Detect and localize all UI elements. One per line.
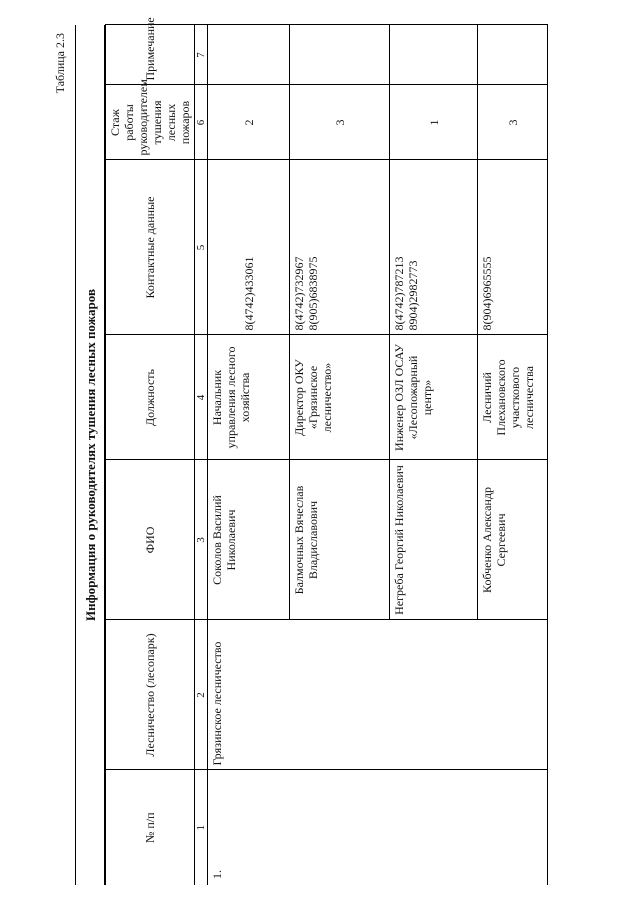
- col-header-number: № п/п: [106, 770, 195, 885]
- contacts-cell: [208, 160, 290, 335]
- col-number: 5: [195, 160, 208, 335]
- col-number: 1: [195, 770, 208, 885]
- row-number: 1.: [210, 870, 224, 879]
- col-header-name: ФИО: [106, 460, 195, 620]
- position-cell: Лесничий Плехановского участкового лесничества: [478, 335, 548, 460]
- contacts-cell: [478, 160, 548, 335]
- position-cell: Инженер ОЗЛ ОСАУ «Лесопожарный центр»: [390, 335, 478, 460]
- col-header-note: Примечание: [106, 25, 195, 85]
- col-header-position: Должность: [106, 335, 195, 460]
- col-number: 6: [195, 85, 208, 160]
- name-cell: Негреба Георгий Николаевич: [390, 460, 478, 620]
- contact-phone: 8(4742)433061: [241, 256, 256, 331]
- experience-cell: 2: [208, 85, 290, 160]
- col-header-forestry: Лесничество (лесопарк): [106, 620, 195, 770]
- note-cell: [478, 25, 548, 85]
- experience-cell: 1: [390, 85, 478, 160]
- contact-phone: 8(4742)787213: [392, 256, 406, 331]
- col-number: 7: [195, 25, 208, 85]
- position-cell: Директор ОКУ «Грязинское лесничество»: [290, 335, 390, 460]
- row-number-cell: [208, 770, 548, 885]
- contact-phone: 8904)2982773: [406, 260, 420, 331]
- experience-cell: 3: [290, 85, 390, 160]
- note-cell: [208, 25, 290, 85]
- contacts-cell: [390, 160, 478, 335]
- table-title: Информация о руководителях тушения лесных пожаров: [75, 25, 105, 885]
- rotated-sheet: [53, 17, 536, 885]
- contacts-cell: [290, 160, 390, 335]
- contact-phone: 8(904)6965555: [480, 256, 494, 331]
- col-number: 4: [195, 335, 208, 460]
- col-header-contacts: Контактные данные: [106, 160, 195, 335]
- col-number: 2: [195, 620, 208, 770]
- name-cell: Балмочных Вячеслав Владиславович: [290, 460, 390, 620]
- note-cell: [390, 25, 478, 85]
- name-cell: Соколов Василий Николаевич: [208, 460, 290, 620]
- leaders-table: [105, 17, 548, 886]
- forestry-name: Грязинское лесничество: [210, 641, 224, 766]
- forestry-cell: [208, 620, 548, 770]
- col-header-experience: Стаж работы руководителем тушения лесных пожаров: [106, 85, 195, 160]
- contact-phone: 8(905)6838975: [306, 256, 320, 331]
- contact-phone: 8(4742)732967: [292, 256, 306, 331]
- col-number: 3: [195, 460, 208, 620]
- position-cell: Начальник управления лесного хозяйства: [208, 335, 290, 460]
- column-number-row: [195, 25, 208, 885]
- experience-cell: 3: [478, 85, 548, 160]
- header-row: [106, 25, 195, 885]
- name-cell: Кобченко Александр Сергеевич: [478, 460, 548, 620]
- note-cell: [290, 25, 390, 85]
- table-row: [208, 25, 290, 885]
- table-caption: Таблица 2.3: [53, 33, 67, 94]
